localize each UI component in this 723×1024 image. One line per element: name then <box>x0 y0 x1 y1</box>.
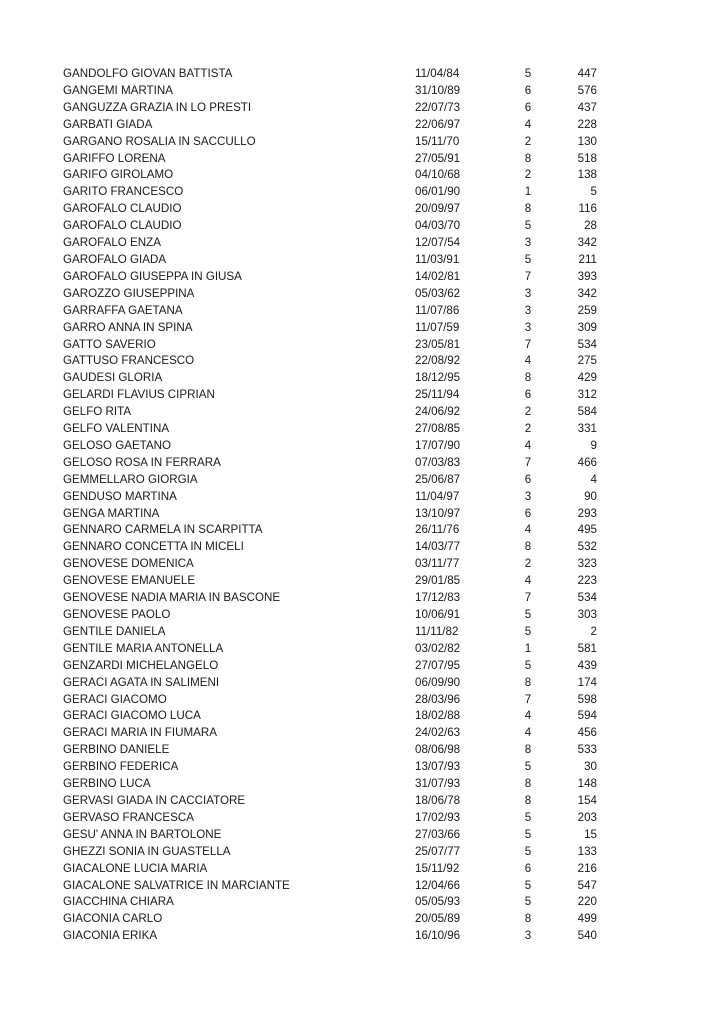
value-cell: 138 <box>577 168 597 182</box>
date-cell: 11/03/91 <box>415 252 460 266</box>
table-row <box>63 827 603 844</box>
date-cell: 27/08/85 <box>415 422 461 436</box>
date-cell: 29/01/85 <box>415 574 461 588</box>
table-row <box>63 641 603 658</box>
name-cell: GENNARO CONCETTA IN MICELI <box>63 540 244 554</box>
table-row <box>63 201 603 218</box>
value-cell: 90 <box>584 489 597 503</box>
date-cell: 12/04/66 <box>415 878 461 892</box>
value-cell: 323 <box>577 557 597 571</box>
number-cell: 8 <box>524 793 532 807</box>
name-cell: GERBINO DANIELE <box>63 743 170 757</box>
number-cell: 2 <box>524 134 532 148</box>
name-cell: GENNARO CARMELA IN SCARPITTA <box>63 523 263 537</box>
name-cell: GANGUZZA GRAZIA IN LO PRESTI <box>63 100 252 114</box>
name-cell: GESU' ANNA IN BARTOLONE <box>63 827 222 841</box>
number-cell: 6 <box>524 472 532 486</box>
date-cell: 11/11/82 <box>415 624 459 638</box>
number-cell: 3 <box>524 303 532 317</box>
table-row <box>63 353 603 370</box>
value-cell: 466 <box>577 455 597 469</box>
name-cell: GANGEMI MARTINA <box>63 83 173 97</box>
number-cell: 4 <box>524 438 532 452</box>
name-cell: GENOVESE EMANUELE <box>63 574 196 588</box>
name-cell: GIACCHINA CHIARA <box>63 895 174 909</box>
name-cell: GARIFO GIROLAMO <box>63 168 174 182</box>
date-cell: 17/07/90 <box>415 438 461 452</box>
name-cell: GERACI MARIA IN FIUMARA <box>63 726 217 740</box>
date-cell: 05/03/62 <box>415 286 461 300</box>
date-cell: 25/07/77 <box>415 844 461 858</box>
date-cell: 03/11/77 <box>415 557 460 571</box>
date-cell: 22/08/92 <box>415 354 461 368</box>
value-cell: 576 <box>577 83 597 97</box>
number-cell: 2 <box>524 422 532 436</box>
name-cell: GELARDI FLAVIUS CIPRIAN <box>63 388 215 402</box>
value-cell: 174 <box>577 675 597 689</box>
number-cell: 3 <box>524 320 532 334</box>
value-cell: 148 <box>577 777 597 791</box>
table-row <box>63 455 603 472</box>
table-row <box>63 522 603 539</box>
number-cell: 8 <box>524 675 532 689</box>
name-cell: GENGA MARTINA <box>63 506 160 520</box>
number-cell: 8 <box>524 743 532 757</box>
date-cell: 31/07/93 <box>415 777 461 791</box>
value-cell: 203 <box>577 810 597 824</box>
number-cell: 7 <box>524 692 532 706</box>
number-cell: 5 <box>524 658 532 672</box>
date-cell: 17/12/83 <box>415 591 461 605</box>
number-cell: 7 <box>524 455 532 469</box>
value-cell: 540 <box>577 929 597 943</box>
date-cell: 04/03/70 <box>415 219 461 233</box>
table-row <box>63 539 603 556</box>
value-cell: 116 <box>578 202 597 216</box>
value-cell: 495 <box>577 523 597 537</box>
table-row <box>63 590 603 607</box>
date-cell: 10/06/91 <box>415 608 461 621</box>
value-cell: 447 <box>577 67 597 80</box>
table-row <box>63 218 603 235</box>
date-cell: 20/05/89 <box>415 912 461 926</box>
name-cell: GARBATI GIADA <box>63 117 153 131</box>
table-row <box>63 675 603 692</box>
value-cell: 5 <box>590 185 597 199</box>
value-cell: 28 <box>584 219 597 233</box>
name-cell: GIACALONE LUCIA MARIA <box>63 861 208 875</box>
date-cell: 28/03/96 <box>415 692 461 706</box>
number-cell: 4 <box>524 354 532 368</box>
number-cell: 3 <box>524 236 532 250</box>
number-cell: 3 <box>524 929 532 943</box>
name-cell: GERACI AGATA IN SALIMENI <box>63 675 220 689</box>
number-cell: 5 <box>524 844 532 858</box>
date-cell: 07/03/83 <box>415 455 461 469</box>
table-row <box>63 472 603 489</box>
date-cell: 18/12/95 <box>415 371 461 385</box>
date-cell: 31/10/89 <box>415 83 461 97</box>
number-cell: 4 <box>524 574 532 588</box>
table-row <box>63 151 603 168</box>
name-cell: GAROFALO GIADA <box>63 252 167 266</box>
table-row <box>63 66 603 83</box>
number-cell: 2 <box>524 168 532 182</box>
number-cell: 3 <box>524 286 532 300</box>
table-row <box>63 252 603 269</box>
value-cell: 594 <box>577 709 597 723</box>
table-row <box>63 404 603 421</box>
value-cell: 499 <box>577 912 597 926</box>
name-cell: GIACALONE SALVATRICE IN MARCIANTE <box>63 878 290 892</box>
table-row <box>63 438 603 455</box>
date-cell: 06/09/90 <box>415 675 461 689</box>
name-cell: GAROFALO CLAUDIO <box>63 202 182 216</box>
date-cell: 24/06/92 <box>415 405 461 419</box>
number-cell: 5 <box>524 760 532 774</box>
table-row <box>63 878 603 895</box>
value-cell: 598 <box>577 692 597 706</box>
number-cell: 5 <box>524 67 532 80</box>
date-cell: 25/06/87 <box>415 472 461 486</box>
number-cell: 4 <box>524 726 532 740</box>
number-cell: 7 <box>524 337 532 351</box>
date-cell: 11/04/84 <box>415 67 460 80</box>
number-cell: 8 <box>524 777 532 791</box>
table-row <box>63 776 603 793</box>
number-cell: 1 <box>524 641 532 655</box>
records-table <box>63 66 603 945</box>
table-row <box>63 708 603 725</box>
value-cell: 518 <box>577 151 597 165</box>
date-cell: 11/04/97 <box>415 489 460 503</box>
value-cell: 130 <box>577 134 597 148</box>
table-row <box>63 320 603 337</box>
name-cell: GELFO RITA <box>63 405 132 419</box>
date-cell: 22/06/97 <box>415 117 461 131</box>
date-cell: 04/10/68 <box>415 168 461 182</box>
table-row <box>63 810 603 827</box>
value-cell: 584 <box>577 405 597 419</box>
table-row <box>63 928 603 945</box>
name-cell: GENOVESE PAOLO <box>63 608 171 621</box>
name-cell: GERBINO FEDERICA <box>63 760 179 774</box>
date-cell: 20/09/97 <box>415 202 461 216</box>
table-row <box>63 235 603 252</box>
name-cell: GENZARDI MICHELANGELO <box>63 658 219 672</box>
date-cell: 03/02/82 <box>415 641 461 655</box>
value-cell: 259 <box>577 303 597 317</box>
name-cell: GENTILE MARIA ANTONELLA <box>63 641 224 655</box>
value-cell: 9 <box>590 438 597 452</box>
table-row <box>63 387 603 404</box>
value-cell: 312 <box>577 388 597 402</box>
value-cell: 331 <box>577 422 597 436</box>
value-cell: 30 <box>584 760 597 774</box>
date-cell: 25/11/94 <box>415 388 460 402</box>
name-cell: GELOSO ROSA IN FERRARA <box>63 455 221 469</box>
date-cell: 27/05/91 <box>415 151 461 165</box>
date-cell: 05/05/93 <box>415 895 461 909</box>
value-cell: 133 <box>577 844 597 858</box>
date-cell: 06/01/90 <box>415 185 461 199</box>
value-cell: 532 <box>577 540 597 554</box>
table-row <box>63 83 603 100</box>
date-cell: 18/02/88 <box>415 709 461 723</box>
table-row <box>63 742 603 759</box>
name-cell: GERVASO FRANCESCA <box>63 810 194 824</box>
table-row <box>63 692 603 709</box>
date-cell: 12/07/54 <box>415 236 461 250</box>
number-cell: 4 <box>524 523 532 537</box>
value-cell: 303 <box>577 608 597 621</box>
table-row <box>63 117 603 134</box>
number-cell: 4 <box>524 709 532 723</box>
value-cell: 309 <box>577 320 597 334</box>
value-cell: 275 <box>577 354 597 368</box>
date-cell: 08/06/98 <box>415 743 461 757</box>
name-cell: GERBINO LUCA <box>63 777 151 791</box>
value-cell: 534 <box>577 337 597 351</box>
value-cell: 220 <box>577 895 597 909</box>
name-cell: GENDUSO MARTINA <box>63 489 177 503</box>
table-row <box>63 624 603 641</box>
table-row <box>63 607 603 624</box>
number-cell: 8 <box>524 540 532 554</box>
date-cell: 11/07/59 <box>415 320 460 334</box>
date-cell: 27/07/95 <box>415 658 461 672</box>
number-cell: 7 <box>524 269 532 283</box>
number-cell: 6 <box>524 100 532 114</box>
table-row <box>63 489 603 506</box>
name-cell: GERACI GIACOMO <box>63 692 167 706</box>
number-cell: 5 <box>524 895 532 909</box>
value-cell: 393 <box>577 269 597 283</box>
value-cell: 211 <box>578 252 597 266</box>
table-row <box>63 658 603 675</box>
table-row <box>63 894 603 911</box>
name-cell: GAUDESI GLORIA <box>63 371 163 385</box>
table-row <box>63 100 603 117</box>
date-cell: 13/07/93 <box>415 760 461 774</box>
name-cell: GAROFALO GIUSEPPA IN GIUSA <box>63 269 242 283</box>
value-cell: 223 <box>577 574 597 588</box>
table-row <box>63 303 603 320</box>
number-cell: 2 <box>524 557 532 571</box>
table-row <box>63 184 603 201</box>
number-cell: 6 <box>524 861 532 875</box>
table-row <box>63 167 603 184</box>
date-cell: 27/03/66 <box>415 827 461 841</box>
value-cell: 154 <box>577 793 597 807</box>
name-cell: GENOVESE DOMENICA <box>63 557 194 571</box>
value-cell: 437 <box>577 100 597 114</box>
number-cell: 1 <box>524 185 532 199</box>
date-cell: 17/02/93 <box>415 810 461 824</box>
name-cell: GIACONIA ERIKA <box>63 929 158 943</box>
table-row <box>63 759 603 776</box>
date-cell: 11/07/86 <box>415 303 460 317</box>
date-cell: 22/07/73 <box>415 100 461 114</box>
value-cell: 534 <box>577 591 597 605</box>
value-cell: 342 <box>577 236 597 250</box>
name-cell: GARITO FRANCESCO <box>63 185 184 199</box>
table-row <box>63 286 603 303</box>
number-cell: 5 <box>524 624 532 638</box>
name-cell: GERACI GIACOMO LUCA <box>63 709 201 723</box>
number-cell: 5 <box>524 810 532 824</box>
name-cell: GEMMELLARO GIORGIA <box>63 472 198 486</box>
name-cell: GARRO ANNA IN SPINA <box>63 320 193 334</box>
name-cell: GARIFFO LORENA <box>63 151 166 165</box>
table-row <box>63 556 603 573</box>
number-cell: 7 <box>524 591 532 605</box>
number-cell: 8 <box>524 371 532 385</box>
date-cell: 16/10/96 <box>415 929 461 943</box>
table-row <box>63 861 603 878</box>
number-cell: 6 <box>524 506 532 520</box>
value-cell: 293 <box>577 506 597 520</box>
table-row <box>63 370 603 387</box>
date-cell: 18/06/78 <box>415 793 461 807</box>
date-cell: 13/10/97 <box>415 506 461 520</box>
table-row <box>63 421 603 438</box>
number-cell: 6 <box>524 83 532 97</box>
table-row <box>63 134 603 151</box>
name-cell: GATTUSO FRANCESCO <box>63 354 195 368</box>
name-cell: GIACONIA CARLO <box>63 912 163 926</box>
number-cell: 3 <box>524 489 532 503</box>
name-cell: GERVASI GIADA IN CACCIATORE <box>63 793 246 807</box>
name-cell: GARRAFFA GAETANA <box>63 303 183 317</box>
date-cell: 14/03/77 <box>415 540 461 554</box>
date-cell: 15/11/70 <box>415 134 460 148</box>
name-cell: GAROFALO ENZA <box>63 236 161 250</box>
number-cell: 5 <box>524 252 532 266</box>
number-cell: 5 <box>524 219 532 233</box>
name-cell: GHEZZI SONIA IN GUASTELLA <box>63 844 231 858</box>
table-row <box>63 793 603 810</box>
number-cell: 6 <box>524 388 532 402</box>
name-cell: GENOVESE NADIA MARIA IN BASCONE <box>63 591 281 605</box>
value-cell: 216 <box>577 861 597 875</box>
value-cell: 533 <box>577 743 597 757</box>
table-row <box>63 506 603 523</box>
number-cell: 2 <box>524 405 532 419</box>
name-cell: GENTILE DANIELA <box>63 624 166 638</box>
value-cell: 2 <box>590 624 597 638</box>
name-cell: GATTO SAVERIO <box>63 337 156 351</box>
value-cell: 228 <box>577 117 597 131</box>
date-cell: 24/02/63 <box>415 726 461 740</box>
table-row <box>63 269 603 286</box>
number-cell: 5 <box>524 827 532 841</box>
number-cell: 8 <box>524 151 532 165</box>
date-cell: 26/11/76 <box>415 523 460 537</box>
name-cell: GELFO VALENTINA <box>63 422 170 436</box>
date-cell: 14/02/81 <box>415 269 461 283</box>
table-row <box>63 911 603 928</box>
value-cell: 342 <box>577 286 597 300</box>
number-cell: 5 <box>524 608 532 621</box>
table-row <box>63 337 603 354</box>
name-cell: GANDOLFO GIOVAN BATTISTA <box>63 67 233 80</box>
value-cell: 456 <box>577 726 597 740</box>
table-row <box>63 725 603 742</box>
name-cell: GAROFALO CLAUDIO <box>63 219 182 233</box>
number-cell: 8 <box>524 912 532 926</box>
value-cell: 4 <box>590 472 597 486</box>
value-cell: 547 <box>577 878 597 892</box>
number-cell: 4 <box>524 117 532 131</box>
date-cell: 23/05/81 <box>415 337 461 351</box>
value-cell: 439 <box>577 658 597 672</box>
table-row <box>63 573 603 590</box>
value-cell: 581 <box>577 641 597 655</box>
value-cell: 429 <box>577 371 597 385</box>
name-cell: GAROZZO GIUSEPPINA <box>63 286 195 300</box>
name-cell: GELOSO GAETANO <box>63 438 172 452</box>
name-cell: GARGANO ROSALIA IN SACCULLO <box>63 134 256 148</box>
value-cell: 15 <box>584 827 597 841</box>
date-cell: 15/11/92 <box>415 861 460 875</box>
number-cell: 5 <box>524 878 532 892</box>
table-row <box>63 844 603 861</box>
number-cell: 8 <box>524 202 532 216</box>
